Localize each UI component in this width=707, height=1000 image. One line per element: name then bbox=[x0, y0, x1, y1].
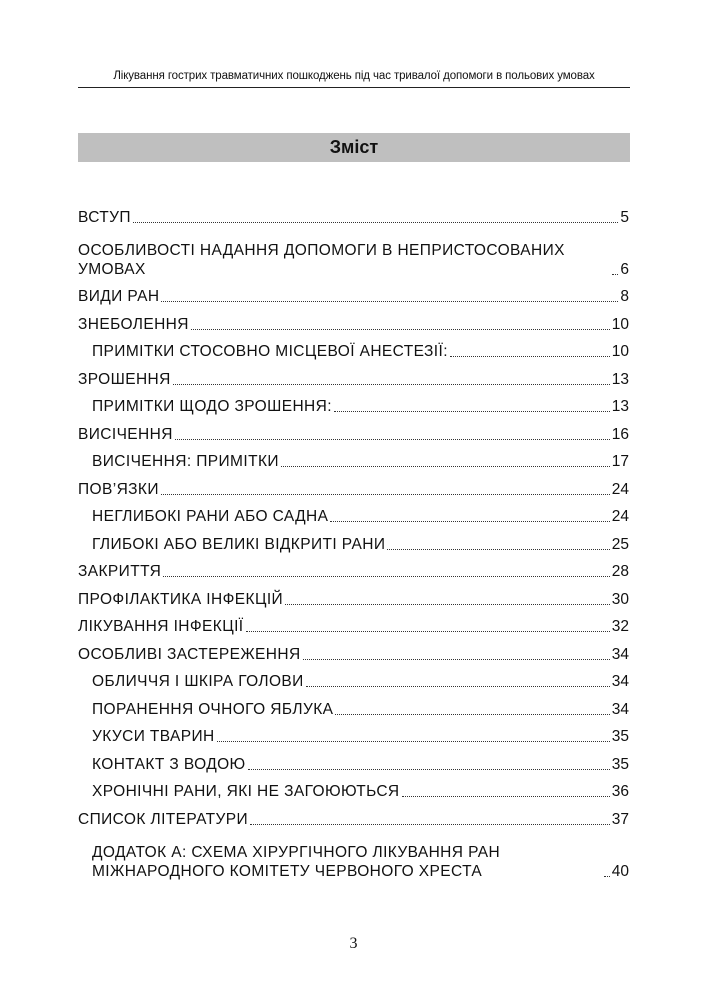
toc-entry-page: 40 bbox=[611, 862, 629, 880]
toc-heading: Зміст bbox=[78, 133, 630, 162]
toc-entry[interactable] bbox=[78, 279, 629, 307]
toc-entry-page: 37 bbox=[611, 810, 629, 828]
toc-entry-title: УКУСИ ТВАРИН bbox=[92, 728, 215, 745]
toc-entry-title: СПИСОК ЛІТЕРАТУРИ bbox=[78, 810, 249, 828]
dot-leader bbox=[246, 631, 610, 632]
dot-leader bbox=[387, 549, 609, 550]
toc-entry-page: 32 bbox=[611, 618, 629, 635]
toc-entry-page: 35 bbox=[611, 755, 629, 773]
dot-leader bbox=[306, 686, 610, 687]
dot-leader bbox=[248, 769, 610, 770]
dot-leader bbox=[161, 301, 618, 302]
toc-entry[interactable] bbox=[78, 389, 629, 417]
toc-entry[interactable] bbox=[78, 444, 629, 472]
toc-entry-title: ВСТУП bbox=[78, 208, 131, 226]
toc-entry-page: 25 bbox=[611, 535, 629, 553]
toc-entry[interactable] bbox=[78, 774, 629, 802]
dot-leader bbox=[402, 796, 610, 797]
toc-entry[interactable] bbox=[78, 306, 629, 334]
toc-entry-page: 5 bbox=[620, 208, 629, 226]
page-number: 3 bbox=[349, 935, 358, 952]
toc-entry-title: НЕГЛИБОКІ РАНИ АБО САДНА bbox=[92, 508, 329, 525]
dot-leader bbox=[303, 659, 610, 660]
dot-leader bbox=[335, 714, 609, 715]
toc-entry-title: ПОВ’ЯЗКИ bbox=[78, 480, 159, 498]
toc-entry[interactable] bbox=[78, 554, 629, 582]
toc-entry-title: ПРИМІТКИ ЩОДО ЗРОШЕННЯ: bbox=[92, 398, 332, 415]
toc-entry-page: 6 bbox=[620, 260, 629, 278]
toc-entry-title: ПРИМІТКИ СТОСОВНО МІСЦЕВОЇ АНЕСТЕЗІЇ: bbox=[92, 343, 448, 360]
toc-entry[interactable] bbox=[78, 334, 629, 362]
toc-entry-title: ГЛИБОКІ АБО ВЕЛИКІ ВІДКРИТІ РАНИ bbox=[92, 535, 386, 553]
toc-entry-page: 17 bbox=[611, 453, 629, 470]
toc-entry-page: 10 bbox=[611, 315, 629, 333]
toc-entry[interactable] bbox=[78, 416, 629, 444]
toc-entry-title: ВИДИ РАН bbox=[78, 288, 160, 305]
toc-entry-title: ПОРАНЕННЯ ОЧНОГО ЯБЛУКА bbox=[92, 700, 334, 718]
toc-entry-title: ОСОБЛИВІ ЗАСТЕРЕЖЕННЯ bbox=[78, 645, 301, 663]
toc-entry-page: 13 bbox=[611, 370, 629, 388]
toc-entry[interactable] bbox=[78, 691, 629, 719]
toc-entry[interactable] bbox=[78, 664, 629, 692]
toc-entry-page: 10 bbox=[611, 343, 629, 360]
toc-entry[interactable] bbox=[78, 636, 629, 664]
toc-entry[interactable] bbox=[78, 471, 629, 499]
dot-leader bbox=[330, 521, 609, 522]
dot-leader bbox=[163, 576, 610, 577]
dot-leader bbox=[175, 439, 610, 440]
dot-leader bbox=[281, 466, 610, 467]
running-header: Лікування гострих травматичних пошкоджень під час тривалої допомоги в польових умовах bbox=[78, 70, 630, 88]
dot-leader bbox=[133, 222, 618, 223]
dot-leader bbox=[604, 876, 610, 877]
table-of-contents bbox=[78, 199, 629, 881]
toc-entry-page: 24 bbox=[611, 480, 629, 498]
toc-entry-title: ХРОНІЧНІ РАНИ, ЯКІ НЕ ЗАГОЮЮТЬСЯ bbox=[92, 783, 400, 800]
toc-entry[interactable] bbox=[78, 581, 629, 609]
toc-entry-title: ОСОБЛИВОСТІ НАДАННЯ ДОПОМОГИ В НЕПРИСТОСОВАНИХ УМОВАХ bbox=[78, 241, 565, 278]
toc-entry[interactable] bbox=[78, 499, 629, 527]
toc-entry-page: 34 bbox=[611, 673, 629, 690]
toc-entry-page: 13 bbox=[611, 398, 629, 415]
toc-entry-title: ВИСІЧЕННЯ: ПРИМІТКИ bbox=[92, 453, 279, 470]
toc-entry[interactable] bbox=[78, 746, 629, 774]
toc-entry-title: ПРОФІЛАКТИКА ІНФЕКЦІЙ bbox=[78, 590, 284, 608]
toc-entry[interactable] bbox=[78, 199, 629, 227]
toc-entry-page: 24 bbox=[611, 508, 629, 525]
dot-leader bbox=[334, 411, 610, 412]
toc-entry-page: 16 bbox=[611, 425, 629, 443]
toc-entry-title: ОБЛИЧЧЯ І ШКІРА ГОЛОВИ bbox=[92, 673, 304, 690]
toc-entry[interactable] bbox=[78, 719, 629, 747]
toc-entry-page: 8 bbox=[620, 288, 629, 305]
dot-leader bbox=[217, 741, 610, 742]
toc-entry-page: 34 bbox=[611, 700, 629, 718]
toc-entry-page: 36 bbox=[611, 783, 629, 800]
dot-leader bbox=[173, 384, 610, 385]
toc-entry-title: ЗНЕБОЛЕННЯ bbox=[78, 315, 189, 333]
dot-leader bbox=[161, 494, 610, 495]
toc-entry-title: КОНТАКТ З ВОДОЮ bbox=[92, 755, 246, 773]
toc-entry-title: ВИСІЧЕННЯ bbox=[78, 425, 173, 443]
dot-leader bbox=[285, 604, 610, 605]
toc-entry[interactable] bbox=[78, 609, 629, 637]
toc-entry[interactable] bbox=[78, 227, 629, 279]
toc-entry[interactable] bbox=[78, 829, 629, 881]
toc-entry[interactable] bbox=[78, 526, 629, 554]
dot-leader bbox=[450, 356, 610, 357]
toc-entry-page: 30 bbox=[611, 590, 629, 608]
toc-entry-page: 35 bbox=[611, 728, 629, 745]
toc-entry[interactable] bbox=[78, 361, 629, 389]
dot-leader bbox=[191, 329, 610, 330]
toc-entry-title: ЗРОШЕННЯ bbox=[78, 370, 171, 388]
dot-leader bbox=[250, 824, 610, 825]
toc-entry-page: 28 bbox=[611, 563, 629, 580]
toc-entry-title: ЗАКРИТТЯ bbox=[78, 563, 162, 580]
dot-leader bbox=[612, 274, 618, 275]
toc-entry-title: ДОДАТОК А: СХЕМА ХІРУРГІЧНОГО ЛІКУВАННЯ РАН МІЖНАРОДНОГО КОМІТЕТУ ЧЕРВОНОГО ХРЕСТА bbox=[92, 843, 501, 880]
toc-entry-page: 34 bbox=[611, 645, 629, 663]
toc-entry[interactable] bbox=[78, 801, 629, 829]
toc-entry-title: ЛІКУВАННЯ ІНФЕКЦІЇ bbox=[78, 618, 244, 635]
